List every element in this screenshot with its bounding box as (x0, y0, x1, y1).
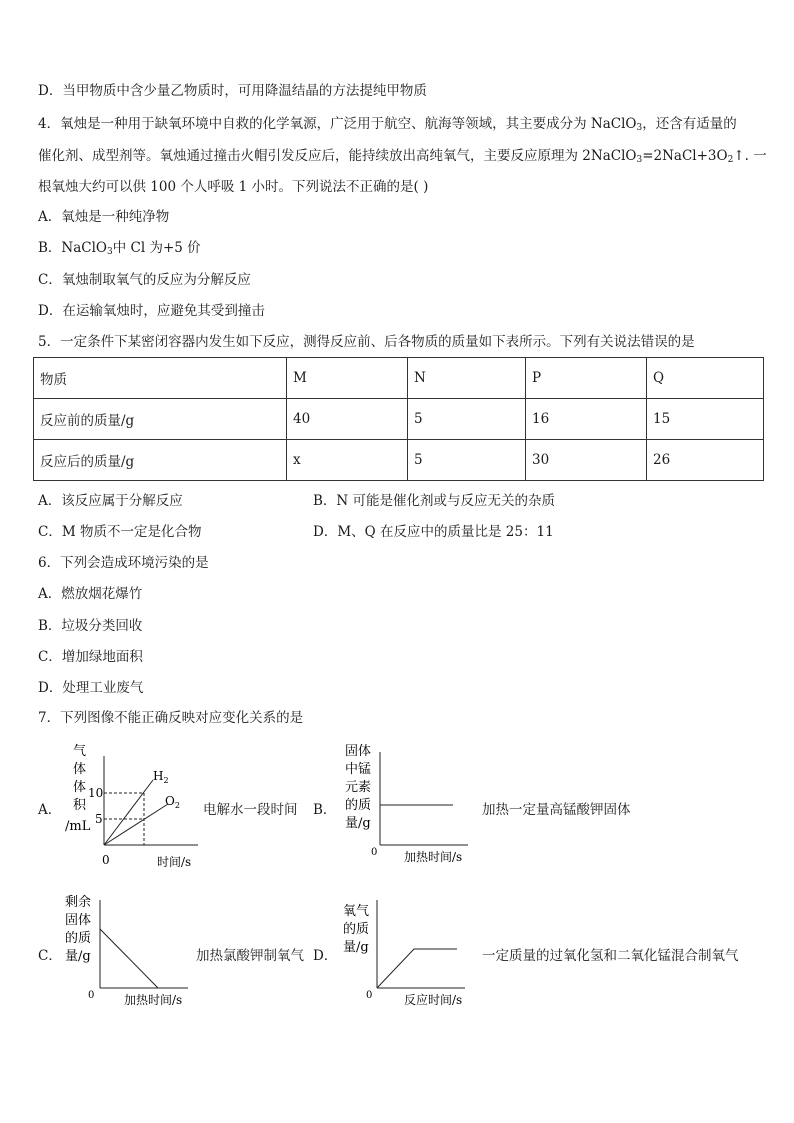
table-cell: M (287, 358, 408, 399)
table-cell: 物质 (34, 358, 287, 399)
graph-d-ylabel-line: 量/g (343, 940, 369, 955)
graph-a-ylabel-char: 体 (73, 762, 87, 777)
graph-d-ylabel-line: 的质 (343, 922, 370, 937)
graph-a-ylabel-char: 积 (73, 798, 87, 813)
q5-option-b: B．N 可能是催化剂或与反应无关的杂质 (313, 493, 556, 509)
graph-d-xlabel: 反应时间/s (404, 993, 463, 1007)
q5-option-d: D．M、Q 在反应中的质量比是 25：11 (313, 524, 554, 540)
graph-b-ylabel-line: 量/g (345, 816, 371, 831)
graph-a-letter: A． (38, 802, 62, 818)
table-cell: 16 (526, 399, 647, 440)
table-row (34, 440, 764, 481)
graph-d-line (377, 949, 457, 988)
graph-a-caption: 电解水一段时间 (203, 802, 298, 818)
graph-c-ylabel-line: 固体 (65, 913, 92, 928)
graph-b-ylabel-line: 的质 (345, 798, 372, 813)
graph-c-ylabel-line: 的质 (65, 931, 92, 946)
table-row (34, 399, 764, 440)
graph-c-origin: 0 (88, 990, 95, 1001)
q6-stem: 6．下列会造成环境污染的是 (38, 555, 209, 571)
graph-b-caption: 加热一定量高锰酸钾固体 (482, 802, 631, 818)
graph-c-letter: C． (38, 948, 62, 964)
graph-b-xlabel: 加热时间/s (404, 850, 463, 864)
q3-option-d: D．当甲物质中含少量乙物质时，可用降温结晶的方法提纯甲物质 (38, 83, 427, 99)
q6-option-c: C．增加绿地面积 (38, 649, 143, 665)
table-cell: 5 (408, 440, 526, 481)
graph-b-ylabel-line: 元素 (345, 780, 372, 795)
q4-option-d: D．在运输氧烛时，应避免其受到撞击 (38, 303, 265, 319)
q5-option-a: A．该反应属于分解反应 (38, 493, 183, 509)
graph-d-origin: 0 (366, 990, 373, 1001)
table-cell: 5 (408, 399, 526, 440)
graph-a-tick-10: 10 (88, 786, 104, 800)
table-cell: x (287, 440, 408, 481)
q6-option-b: B．垃圾分类回收 (38, 618, 143, 634)
q4-stem-line-1: 4．氧烛是一种用于缺氧环境中自救的化学氧源，广泛用于航空、航海等领域，其主要成分为 NaClO$_3$，还含有适量的 (38, 116, 737, 133)
q5-stem: 5．一定条件下某密闭容器内发生如下反应，测得反应前、后各物质的质量如下表所示。下列有关说法错误的是 (38, 334, 695, 350)
graph-b (340, 742, 475, 872)
graph-c-xlabel: 加热时间/s (124, 993, 183, 1007)
graph-b-ylabel-line: 中锰 (345, 762, 372, 777)
table-row (34, 358, 764, 399)
q7-stem: 7．下列图像不能正确反映对应变化关系的是 (38, 710, 304, 726)
graph-a-origin: 0 (102, 853, 110, 867)
graph-a (60, 742, 210, 872)
graph-a-tick-5: 5 (95, 812, 103, 826)
graph-d-ylabel-line: 氧气 (343, 904, 370, 919)
table-cell: N (408, 358, 526, 399)
table-cell: 30 (526, 440, 647, 481)
q4-option-b: B．NaClO$_3$中 Cl 为+5 价 (38, 240, 201, 257)
graph-a-ylabel-char: 气 (73, 744, 87, 759)
q4-option-a: A．氧烛是一种纯净物 (38, 209, 170, 225)
graph-a-h2-label: $H_2$ (153, 769, 169, 785)
table-cell: P (526, 358, 647, 399)
graph-d-caption: 一定质量的过氧化氢和二氧化锰混合制氧气 (482, 948, 739, 964)
graph-c-ylabel-line: 剩余 (65, 895, 92, 910)
table-cell: 15 (647, 399, 764, 440)
graph-c-ylabel-line: 量/g (65, 949, 91, 964)
graph-b-ylabel-line: 固体 (345, 744, 372, 759)
graph-a-xlabel: 时间/s (157, 855, 192, 869)
graph-d (340, 892, 475, 1012)
graph-b-letter: B． (313, 802, 337, 818)
o2-line (104, 804, 168, 845)
graph-a-ylabel-unit: /mL (65, 819, 91, 834)
graph-d-letter: D． (313, 948, 338, 964)
q4-option-c: C．氧烛制取氧气的反应为分解反应 (38, 272, 251, 288)
h2-line (104, 780, 153, 845)
graph-a-o2-label: $O_2$ (165, 794, 180, 810)
table-cell: 26 (647, 440, 764, 481)
q4-stem-line-2: 催化剂、成型剂等。氧烛通过撞击火帽引发反应后，能持续放出高纯氧气，主要反应原理为 $2NaClO_3=2NaCl+3O_2↑$. 一 (38, 148, 767, 165)
graph-c (60, 892, 195, 1012)
table-cell: 40 (287, 399, 408, 440)
q5-mass-table (33, 357, 764, 481)
graph-b-origin: 0 (371, 847, 378, 858)
graph-a-ylabel-char: 体 (73, 780, 87, 795)
table-cell: 反应后的质量/g (34, 440, 287, 481)
q5-option-c: C．M 物质不一定是化合物 (38, 524, 202, 540)
table-cell: 反应前的质量/g (34, 399, 287, 440)
q6-option-d: D．处理工业废气 (38, 680, 144, 696)
table-cell: Q (647, 358, 764, 399)
q6-option-a: A．燃放烟花爆竹 (38, 586, 143, 602)
graph-c-caption: 加热氯酸钾制氧气 (196, 948, 304, 964)
q4-stem-line-3: 根氧烛大约可以供 100 个人呼吸 1 小时。下列说法不正确的是( ) (38, 179, 429, 195)
graph-c-line (100, 929, 158, 988)
